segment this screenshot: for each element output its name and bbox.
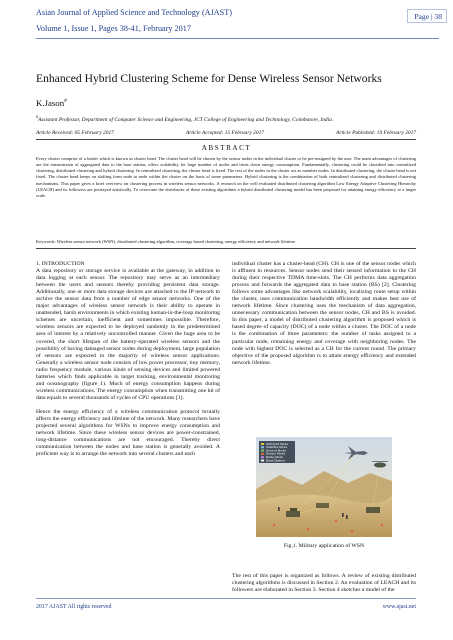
section-title: INTRODUCTION	[41, 261, 85, 267]
keywords	[36, 239, 416, 245]
left-column	[36, 261, 220, 458]
legend-base-station: Base Station	[266, 458, 285, 463]
keywords-text: Wireless sensor network (WSN), distributed clustering algorithm, coverage based clustering, energy efficiency and network lifetime.	[56, 239, 296, 244]
keywords-label: Keywords:	[36, 239, 56, 244]
right-column-paragraph-1: individual cluster has a cluster-head (CH). CH is one of the sensor nodes which is affluent in resources. Sensor nodes send their sensed information to the CH during their respective TDMA time-slots. The CH performs data aggregation process and forwards the aggregated data to base station (BS) [2]. Clustering follows some advantages like network scalability, localizing route setup within the cluster, uses communication bandwidth efficiently and makes best use of network lifetime. Since clustering uses the mechanism of data aggregation, unnecessary communication between the sensor nodes, CH and BS is avoided. In this paper, a model of distributed clustering algorithm is proposed which is based degree of capacity (DOC) of a node within a cluster. The DOC of a node is the combination of three parameters: the number of tasks assigned to a particular node, remaining energy and coverage with neighboring nodes. The node with highest DOC is selected as a CH for the current round. The primary objective of the proposed algorithm is to attain energy efficiency and extended network lifetime.	[232, 261, 416, 366]
legend-ground: Ground Node	[266, 448, 286, 453]
journal-name: Asian Journal of Applied Science and Technology (AJAST)	[36, 8, 232, 17]
section-heading	[36, 261, 85, 267]
legend-uav: UAV/UAS Node	[266, 441, 289, 446]
journal-volume: Volume 1, Issue 1, Pages 38-41, February 2017	[36, 24, 191, 33]
abstract-bottom-rule	[36, 248, 416, 249]
date-accepted: Article Accepted: 15 February 2017	[185, 130, 264, 136]
page-number: Page | 38	[407, 9, 447, 23]
abstract-heading: ABSTRACT	[201, 144, 252, 152]
date-published: Article Published: 19 February 2017	[336, 130, 416, 136]
affiliation	[36, 114, 416, 123]
paper-title: Enhanced Hybrid Clustering Scheme for Dense Wireless Sensor Networks	[36, 72, 382, 85]
military-wsn-figure	[232, 437, 416, 537]
right-column-paragraph-2: The rest of this paper is organized as follows. A review of existing distributed clustering algorithms is discussed in Section 2. An evaluation of LEACH and its followers are elaborated in Section 3. Section 4 sketches a model of the	[232, 573, 416, 594]
author-mark: #	[64, 98, 67, 105]
intro-text-1: A data repository or storage service is available at the gateway, in addition to data logging at each sensor. The repository may serve as an intermediary between the users and sensors thereby providing persistent data storage. Additionally, one or more data storage devices are attached to the IP network to archive the sensor data from a number of edge sensor networks. One of the major advantages of wireless sensor network is their ability to operate in unattended, harsh environments in which existing human-in-the-loop monitoring schemes are uncertain, inefficient and sometimes impossible. Therefore, wireless sensors are expected to be deployed randomly in the predetermined area of interest by a relatively uncontrolled manner. Given the huge area to be covered, the short lifespan of the battery-operated wireless sensors and the possibility of having damaged sensor nodes during deployment, large population of sensors are expected in the majority of wireless sensor applications. Generally a wireless sensor node consists of low power processor, tiny memory, radio frequency module, various kinds of sensing devices and limited powered batteries which finds applicable in target tracking, environmental monitoring and oceanography (figure 1). Much of energy consumption happens during wireless communications. The energy consumption when transmitting one bit of data equals to several thousands of cycles of CPU operations [1].	[36, 268, 220, 401]
footer-rule	[36, 598, 416, 599]
abstract-top-rule	[36, 139, 416, 140]
footer-copyright: 2017 AJAST All rights reserved	[36, 604, 112, 610]
legend-sensor: Sensor Node	[266, 451, 286, 456]
header-rule	[36, 38, 439, 39]
article-dates	[36, 130, 416, 136]
intro-paragraph-1	[36, 261, 220, 402]
intro-paragraph-2: Hence the energy efficiency of a wireless communication protocol brutally affects the energy efficiency and lifetime of the network. Many researchers have projected several algorithms for WSNs to improve energy consumption and network lifetime. Since these wireless sensor devices are power-constrained, long-distance communications are not encouraged. Thereby direct communication between the nodes and base station is generally avoided. A proficient way is to arrange the network into several clusters and each	[36, 408, 220, 458]
affiliation-mark: #	[36, 114, 38, 119]
abstract-text: Every cluster comprise of a leader which is known as cluster head. The cluster head will be chosen by the sensor nodes in the individual cluster or be pre-assigned by the user. The main advantages of clustering are the transmission of aggregated data to the base station, offers scalability for huge number of nodes and trims down energy consumption. Fundamentally, clustering could be classified into centralized clustering, distributed clustering and hybrid clustering. In centralized clustering, the cluster head is fixed. The rest of the nodes in the cluster act as member nodes. In distributed clustering, the cluster head is not fixed. The cluster head keeps on shifting form node to node within the cluster on the basis of some parameters. Hybrid clustering is the combination of both centralized clustering and distributed clustering mechanisms. This paper gives a brief overview on clustering process in wireless sensor networks. A research on the well evaluated distributed clustering algorithm Low Energy Adaptive Clustering Hierarchy (LEACH) and its followers are portrayed artistically. To overcome the drawbacks of these existing algorithms a hybrid distributed clustering model has been proposed for attaining energy efficiency to a larger scale.	[36, 156, 416, 198]
footer-website: www.ajast.net	[382, 604, 416, 610]
author-name: K.Jason	[36, 98, 65, 108]
date-received: Article Received: 05 February 2017	[36, 130, 114, 136]
figure-caption: Fig.1. Military application of WSN	[283, 543, 365, 549]
legend-satellite: Satellite Node	[266, 445, 288, 450]
legend-relay: Relay Node	[266, 455, 284, 459]
author	[36, 98, 67, 108]
affiliation-text: Assistant Professor, Department of Computer Science and Engineering, JCT College of Engineering and Technology, Coimbatore, India.	[38, 116, 334, 123]
section-number: 1.	[36, 261, 41, 267]
